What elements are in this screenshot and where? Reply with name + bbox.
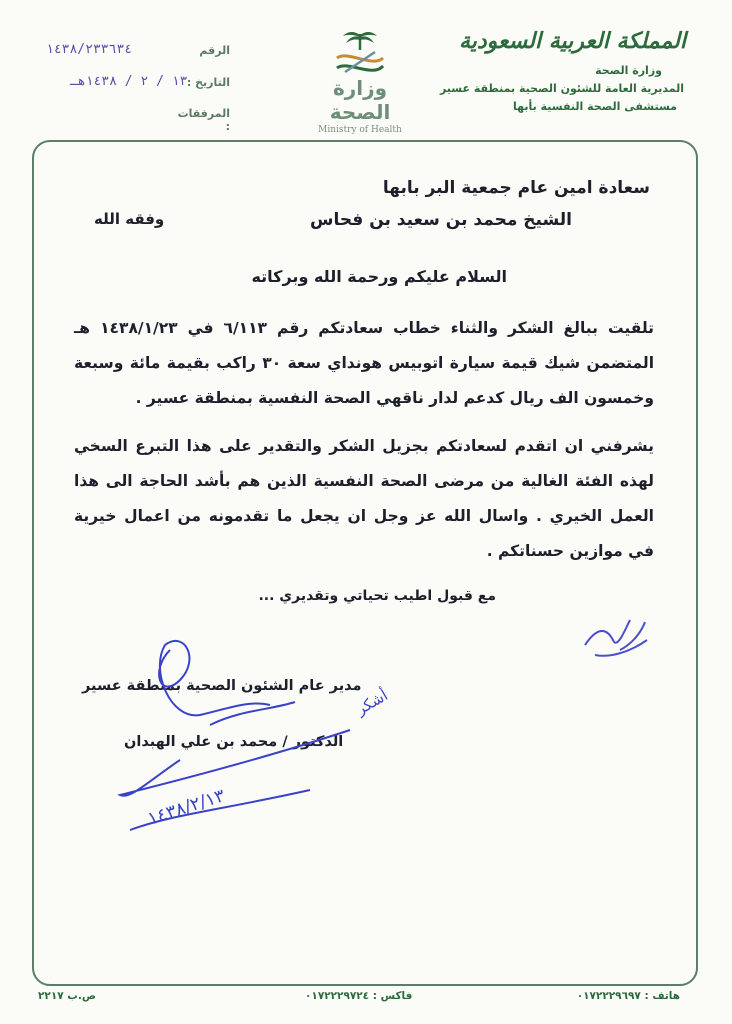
- ministry-logo: [300, 28, 420, 135]
- footer-fax: فاكس : ٠١٧٢٢٢٩٧٢٤: [305, 990, 413, 1002]
- paragraph-2: يشرفني ان اتقدم لسعادتكم بجزيل الشكر والتقدير على هذا التبرع السخي لهذه الفئة الغالية من مرضى الصحة النفسية الذين هم بأشد الحاجة الى هذا العمل الخيري . واسال الله عز وجل ان يجعل ما تقدمونه من اعمال خيرية في موازين حسناتكم .: [74, 437, 654, 560]
- date-label: التاريخ :: [186, 76, 230, 89]
- paragraph-1: تلقيت ببالغ الشكر والثناء خطاب سعادتكم رقم ٦/١١٣ في ١٤٣٨/١/٢٣ هـ المتضمن شيك قيمة سيارة اتوبيس هونداي سعة ٣٠ راكب بقيمة مائة وسبعة وخمسون الف ريال كدعم لدار ناقهي الصحة النفسية بمنطقة عسير .: [74, 319, 655, 407]
- logo-arabic-text: وزارة الصحة: [329, 76, 391, 124]
- signer-name: الدكتور / محمد بن علي الهبدان: [124, 734, 344, 750]
- svg-text:أشكر: أشكر: [353, 686, 391, 719]
- closing: مع قبول اطيب تحياتي وتقديري ...: [258, 588, 496, 604]
- logo-english-text: Ministry of Health: [318, 125, 402, 135]
- directorate-name: المديرية العامة للشئون الصحية بمنطقة عسير: [439, 82, 684, 95]
- ref-value: ١٤٣٨/٢٣٣٦٣٤: [46, 42, 133, 57]
- palm-swords-icon: [325, 28, 395, 76]
- hospital-name: مستشفى الصحة النفسية بأبها: [512, 100, 677, 113]
- greeting: السلام عليكم ورحمة الله وبركاته: [251, 267, 507, 286]
- recipient-name: الشيخ محمد بن سعيد بن فحاس: [310, 210, 572, 230]
- kingdom-name: المملكة العربية السعودية: [458, 28, 686, 54]
- footer-pobox: ص.ب ٢٢١٧: [38, 990, 96, 1002]
- blessing: وفقه الله: [94, 210, 165, 228]
- date-value: ١٣ / ٢ / ١٤٣٨هـ: [70, 74, 188, 89]
- svg-text:١٤٣٨/٢/١٣: ١٤٣٨/٢/١٣: [145, 785, 228, 830]
- ref-label: الرقم: [199, 44, 230, 57]
- attachments-label: المرفقات :: [177, 107, 230, 133]
- footer-phone: هاتف : ٠١٧٢٢٢٩٦٩٧: [576, 990, 680, 1002]
- ministry-name: وزارة الصحة: [595, 64, 662, 77]
- addressee: سعادة امين عام جمعية البر بابها: [382, 178, 650, 198]
- signer-title: مدير عام الشئون الصحية بمنطقة عسير: [82, 678, 362, 694]
